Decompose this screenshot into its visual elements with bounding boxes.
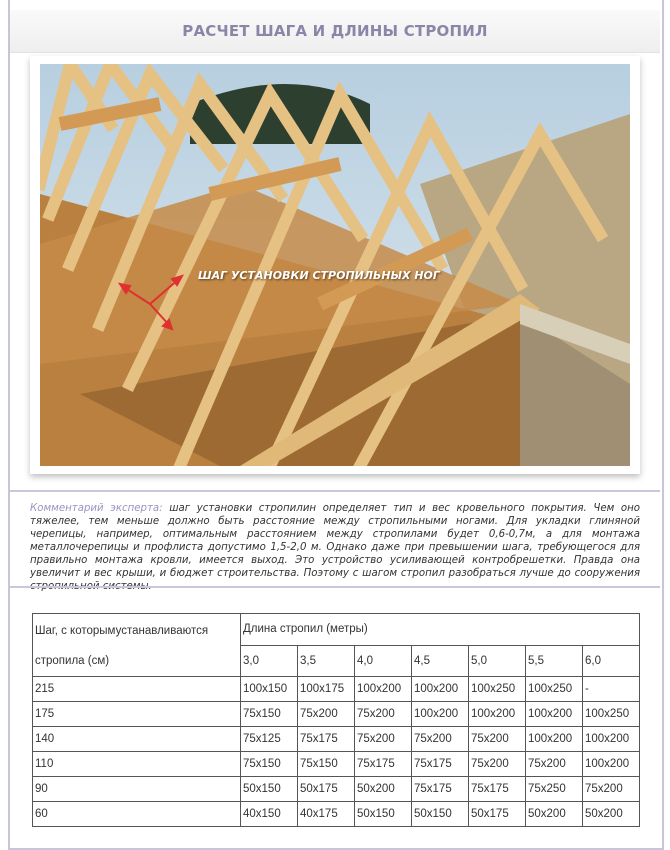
page-title: РАСЧЕТ ШАГА И ДЛИНЫ СТРОПИЛ	[182, 22, 488, 40]
section-cell: 100x200	[412, 677, 469, 702]
rafter-table	[32, 613, 640, 827]
step-cell: 60	[33, 802, 241, 827]
row-header-line1: Шаг, с которымустанавливаются	[35, 625, 209, 637]
column-group-header: Длина стропил (метры)	[241, 614, 640, 646]
table-row	[33, 802, 640, 827]
section-cell: 100x200	[583, 752, 640, 777]
illustration	[30, 56, 640, 474]
section-cell: 50x175	[469, 802, 526, 827]
section-cell: 75x175	[412, 777, 469, 802]
comment-text: шаг установки стропилин определяет тип и вес кровельного покрытия. Чем оно тяжелее, тем меньше должно быть расстояние между стропильными ногами. Для укладки глиняной черепицы, например, оптимальным расстоянием между стропилами будет 0,6-0,7м, а для монтажа металлочерепицы и профлиста допустимо 1,5-2,0 м. Однако даже при превышении шага, требующегося для правильно монтажа кровли, имеется выход. Это устройство усиливающей контробрешетки. Правда она увеличит и вес крыши, и бюджет строительства. Поэтому с шагом стропил разобраться лучше до сооружения	[30, 503, 640, 579]
section-cell: 75x200	[469, 727, 526, 752]
divider	[10, 586, 660, 588]
section-cell: 75x175	[469, 777, 526, 802]
section-cell: 100x250	[469, 677, 526, 702]
section-cell: 100x200	[583, 727, 640, 752]
section-cell: 100x200	[469, 702, 526, 727]
section-cell: 100x200	[526, 702, 583, 727]
section-cell: 100x250	[583, 702, 640, 727]
step-cell: 215	[33, 677, 241, 702]
row-header-line2: стропила (см)	[35, 655, 110, 667]
column-header: 5,0	[469, 645, 526, 677]
section-cell: 100x200	[355, 677, 412, 702]
table-row	[33, 777, 640, 802]
roof-rafters-photo	[40, 64, 630, 466]
column-header: 3,5	[298, 645, 355, 677]
section-cell: 50x150	[355, 802, 412, 827]
column-header: 4,5	[412, 645, 469, 677]
table-row	[33, 752, 640, 777]
section-cell: 50x200	[583, 802, 640, 827]
section-cell: 75x150	[241, 702, 298, 727]
section-cell: 50x200	[355, 777, 412, 802]
section-cell: 75x125	[241, 727, 298, 752]
section-cell: 75x200	[526, 752, 583, 777]
section-cell: 50x200	[526, 802, 583, 827]
table-row	[33, 702, 640, 727]
table-row	[33, 677, 640, 702]
table-row	[33, 727, 640, 752]
section-cell: 40x175	[298, 802, 355, 827]
divider	[10, 490, 660, 492]
section-cell: 100x250	[526, 677, 583, 702]
roof-rafters-image	[40, 64, 630, 466]
section-cell: 75x200	[583, 777, 640, 802]
section-cell: 50x150	[412, 802, 469, 827]
step-cell: 110	[33, 752, 241, 777]
section-cell: 75x200	[355, 727, 412, 752]
section-cell: 75x200	[355, 702, 412, 727]
section-cell: 100x200	[412, 702, 469, 727]
section-cell: 100x175	[298, 677, 355, 702]
section-cell: 75x200	[412, 727, 469, 752]
section-cell: 50x150	[241, 777, 298, 802]
section-cell: 75x250	[526, 777, 583, 802]
step-cell: 90	[33, 777, 241, 802]
step-cell: 140	[33, 727, 241, 752]
column-header: 3,0	[241, 645, 298, 677]
column-header: 5,5	[526, 645, 583, 677]
section-cell: 75x150	[241, 752, 298, 777]
section-cell: 75x200	[298, 702, 355, 727]
row-header	[33, 614, 241, 677]
section-cell: -	[583, 677, 640, 702]
section-cell: 75x175	[412, 752, 469, 777]
section-cell: 50x175	[298, 777, 355, 802]
photo-label: ШАГ УСТАНОВКИ СТРОПИЛЬНЫХ НОГ	[198, 269, 440, 282]
column-header: 6,0	[583, 645, 640, 677]
section-cell: 75x175	[298, 727, 355, 752]
section-cell: 100x150	[241, 677, 298, 702]
section-cell: 100x200	[526, 727, 583, 752]
column-header: 4,0	[355, 645, 412, 677]
section-cell: 75x175	[355, 752, 412, 777]
section-cell: 40x150	[241, 802, 298, 827]
section-cell: 75x150	[298, 752, 355, 777]
comment-lead: Комментарий эксперта:	[30, 503, 163, 514]
step-cell: 175	[33, 702, 241, 727]
section-cell: 75x200	[469, 752, 526, 777]
expert-comment	[30, 502, 640, 593]
